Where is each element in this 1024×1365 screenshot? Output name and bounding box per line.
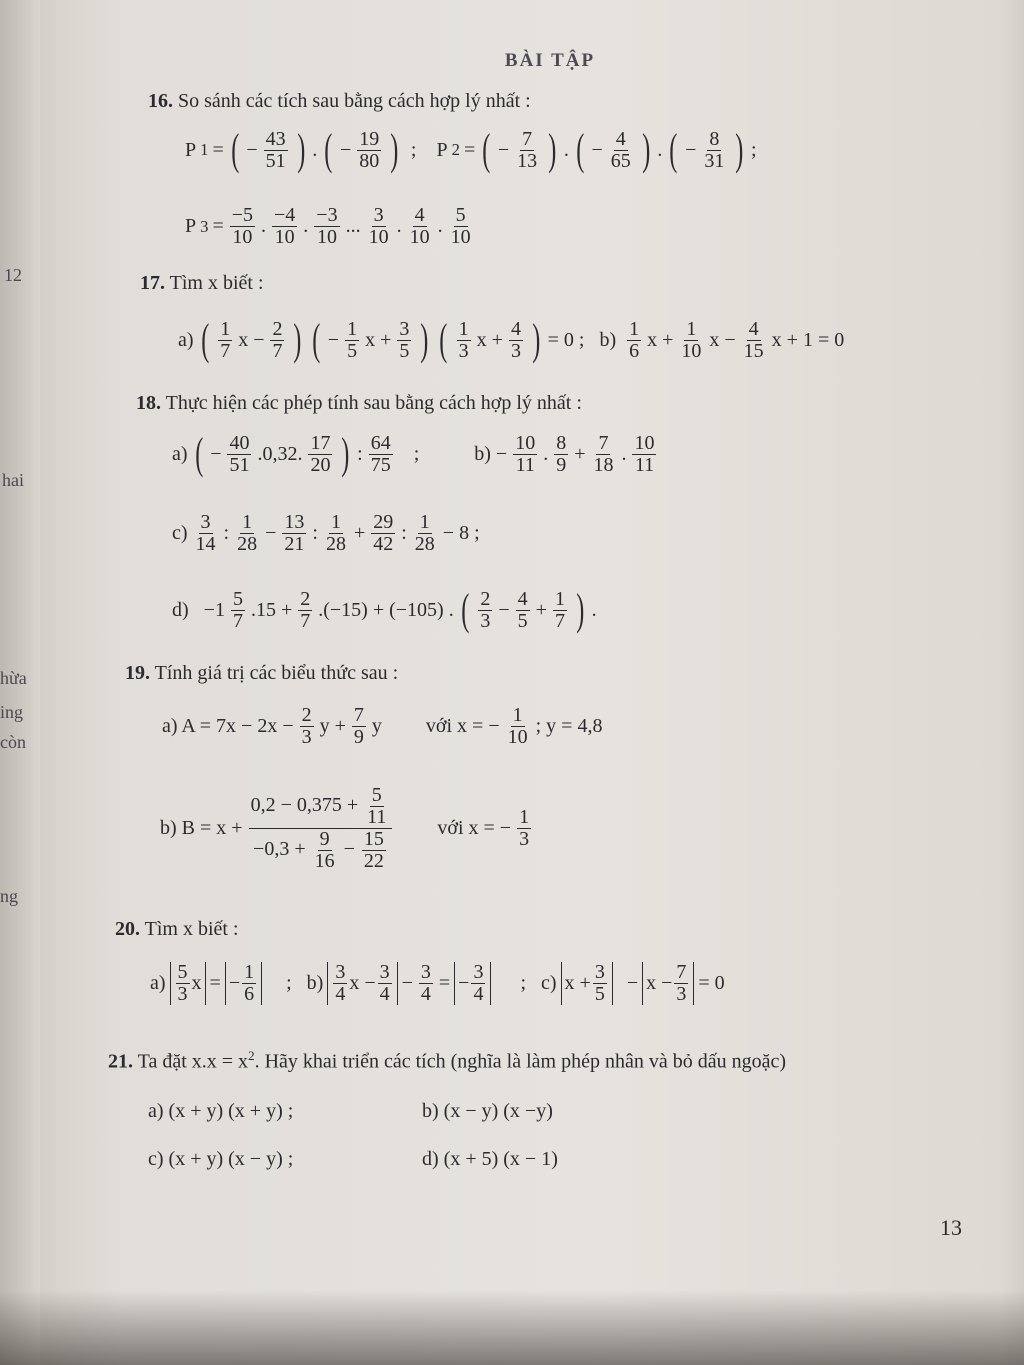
- exercise-21-heading: 21. Ta đặt $x.x = x^2$. Hãy khai triển các tích (nghĩa là làm phép nhân và bỏ dấu ngoặc): [108, 1048, 787, 1073]
- exercise-18-ab: a) ( − 40 51 .0,32. 17 20 ) : 64 75 ; b) − 10 11 . 8 9 + 7 18 . 10 11: [172, 429, 655, 478]
- exercise-16-p3: P 3 = −5 10 . −4 10 . −3 10 ... 3 10 . 4 10 . 5 10: [185, 204, 471, 248]
- exercise-21-d: d) (x + 5) (x − 1): [422, 1148, 558, 1170]
- exercise-19-heading: 19. Tính giá trị các biểu thức sau :: [125, 662, 399, 684]
- exercise-18-heading: 18. Thực hiện các phép tính sau bằng cách hợp lý nhất :: [136, 392, 582, 414]
- margin-text: hừa: [0, 668, 27, 688]
- exercise-21-a: a) (x + y) (x + y) ;: [148, 1100, 294, 1122]
- exercise-17-equations: a) ( 1 7 x − 2 7 ) ( − 1 5 x + 3 5 ) ( 1 3 x + 4 3 ) = 0 ; b) 1 6 x + 1 10 x − 4 15 x + 1 = 0: [178, 315, 845, 364]
- margin-text: còn: [0, 732, 26, 752]
- exercise-20-heading: 20. Tìm x biết :: [115, 918, 239, 940]
- exercise-21-c: c) (x + y) (x − y) ;: [148, 1148, 294, 1170]
- margin-text: ng: [0, 886, 18, 906]
- margin-text: ing: [0, 702, 24, 722]
- exercise-18-d: d) −1 5 7 .15 + 2 7 .(−15) + (−105) . ( 2 3 − 4 5 + 1 7 ) .: [172, 585, 597, 634]
- exercise-18-c: c) 3 14 : 1 28 − 13 21 : 1 28 + 29 42 : 1 28 − 8 ;: [172, 511, 480, 555]
- page-title: BÀI TẬP: [504, 50, 596, 71]
- page-number: 13: [940, 1215, 962, 1240]
- page-shadow: [0, 1290, 1024, 1365]
- margin-text: hai: [2, 470, 24, 490]
- exercise-16-heading: 16. So sánh các tích sau bằng cách hợp lý nhất :: [148, 90, 531, 112]
- exercise-16-p1-p2: P 1 = ( − 43 51 ) . ( − 19 80 ) ; P 2 = ( − 7 13 ) . ( − 4 65 ) . ( − 8 31 ) ;: [185, 125, 757, 174]
- margin-text: 12: [4, 265, 22, 285]
- exercise-21-b: b) (x − y) (x −y): [422, 1100, 553, 1122]
- exercise-19-b: b) B = x + 0,2 − 0,375 + $\frac{5}{11}$ −0,3 + $\frac{9}{16}$ − $\frac{15}{22}$ với x = − $\frac{1}{3}$: [160, 784, 530, 872]
- exercise-17-heading: 17. Tìm x biết :: [140, 272, 264, 294]
- exercise-19-a: a) A = 7x − 2x − 2 3 y + 7 9 y với x = − $\frac{1}{10}$ ; y = 4,8: [162, 704, 603, 748]
- exercise-20-equations: a) 5 3 x = − 1 6 ; b) 3 4 x − 3 4 − 3 4 = − 3 4 ; c) x + 3 5 − x − 7 3 = 0: [150, 961, 725, 1005]
